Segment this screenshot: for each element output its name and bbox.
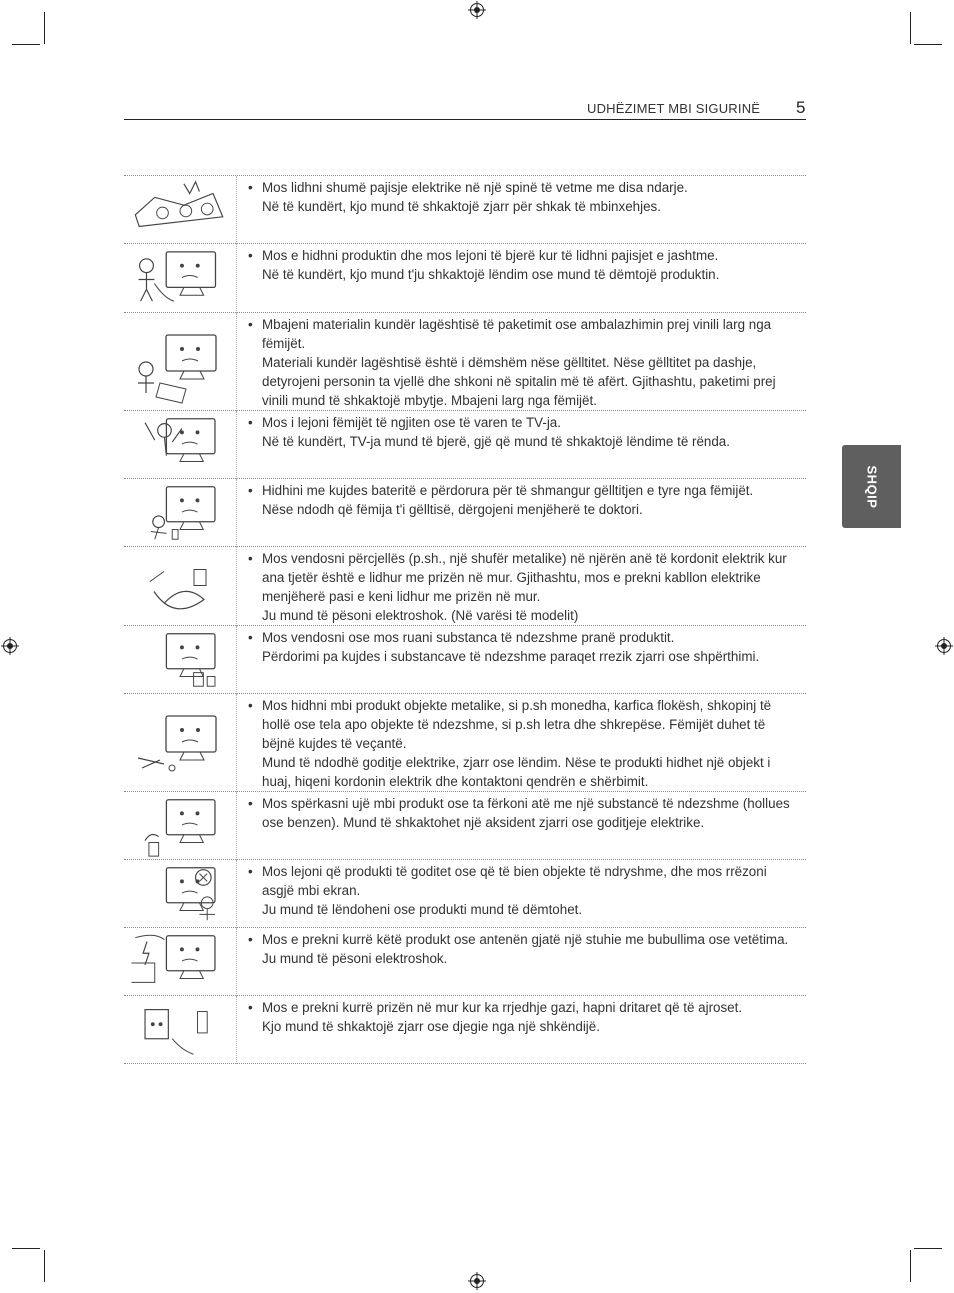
bullet: • xyxy=(248,483,253,498)
safety-instruction xyxy=(248,178,793,216)
overloaded-outlet-icon xyxy=(124,176,236,244)
safety-instruction xyxy=(248,794,793,832)
flammable-substance-icon xyxy=(124,626,236,694)
table-bottom-rule xyxy=(124,1063,806,1064)
crop-mark xyxy=(12,44,40,45)
safety-row xyxy=(124,693,806,792)
instruction-text: Mos e prekni kurrë këtë produkt ose antenën gjatë një stuhie me bubullima ose vetëtima. Ju mund të pësoni elektroshok. xyxy=(262,932,789,966)
water-spray-icon xyxy=(124,792,236,860)
crop-mark xyxy=(914,44,942,45)
safety-row xyxy=(124,927,806,996)
metal-objects-icon xyxy=(124,694,236,792)
registration-mark-icon xyxy=(468,1272,486,1290)
safety-instruction xyxy=(248,246,793,284)
column-divider xyxy=(236,996,237,1064)
bullet: • xyxy=(248,932,253,947)
language-tab-label: SHQIP xyxy=(864,465,879,508)
header-rule xyxy=(124,119,806,120)
safety-instruction xyxy=(248,413,793,451)
safety-row xyxy=(124,478,806,547)
child-batteries-icon xyxy=(124,479,236,547)
safety-row xyxy=(124,859,806,928)
safety-instruction xyxy=(248,998,793,1036)
bullet: • xyxy=(248,415,253,430)
column-divider xyxy=(236,411,237,479)
column-divider xyxy=(236,313,237,411)
column-divider xyxy=(236,928,237,996)
instruction-text: Mos lidhni shumë pajisje elektrike në një spinë të vetme me disa ndarje. Në të kundërt, kjo mund të shkaktojë zjarr për shkak të mbinxehjes. xyxy=(262,180,688,214)
child-pulling-cable-icon xyxy=(124,244,236,313)
power-cord-metal-icon xyxy=(124,547,236,626)
bullet: • xyxy=(248,1000,253,1015)
bullet: • xyxy=(248,796,253,811)
safety-row xyxy=(124,625,806,694)
bullet: • xyxy=(248,180,253,195)
child-climbing-tv-icon xyxy=(124,411,236,479)
safety-row xyxy=(124,312,806,411)
crop-mark xyxy=(44,1250,45,1282)
bullet: • xyxy=(248,317,253,332)
crop-mark xyxy=(44,12,45,44)
bullet: • xyxy=(248,698,253,713)
registration-mark-icon xyxy=(1,637,19,655)
section-title: UDHËZIMET MBI SIGURINË xyxy=(587,101,761,116)
safety-row xyxy=(124,410,806,479)
bullet: • xyxy=(248,864,253,879)
safety-instruction xyxy=(248,696,793,791)
instruction-text: Mos vendosni përcjellës (p.sh., një shufër metalike) në njërën anë të kordonit elektrik kur ana tjetër është e lidhur me prizën në mur. Gjithashtu, mos e prekni kabllon elektrike menjëherë pasi e keni lidhur me prizën në mur. Ju mund të pësoni elektroshok. (Në varësi të modelit) xyxy=(262,551,787,623)
column-divider xyxy=(236,792,237,860)
instruction-text: Mos spërkasni ujë mbi produkt ose ta fërkoni atë me një substancë të ndezshme (hollues ose benzen). Mund të shkaktohet një aksident zjarri ose goditjeje elektrike. xyxy=(262,796,790,830)
column-divider xyxy=(236,244,237,313)
safety-row xyxy=(124,243,806,313)
bullet: • xyxy=(248,551,253,566)
lightning-storm-icon xyxy=(124,928,236,996)
registration-mark-icon xyxy=(468,1,486,19)
column-divider xyxy=(236,694,237,792)
column-divider xyxy=(236,176,237,244)
safety-instruction xyxy=(248,930,793,968)
column-divider xyxy=(236,479,237,547)
registration-mark-icon xyxy=(935,637,953,655)
bullet: • xyxy=(248,248,253,263)
page-number: 5 xyxy=(796,98,806,117)
crop-mark xyxy=(12,1248,40,1249)
crop-mark xyxy=(910,1250,911,1282)
instruction-text: Mos hidhni mbi produkt objekte metalike, si p.sh monedha, karfica flokësh, shkopinj të hollë ose tela apo objekte të ndezshme, si p.sh letra dhe shkrepëse. Fëmijët duhet të bëjnë kujdes të veçantë. Mund të ndodhë goditje elektrike, zjarr ose lëndim. Nëse te produkti hidhet një objekt i huaj, hiqeni kordonin elektrik dhe kontaktoni qendrën e shërbimit. xyxy=(262,698,772,789)
column-divider xyxy=(236,860,237,928)
safety-row xyxy=(124,175,806,244)
safety-instruction xyxy=(248,862,793,919)
language-tab xyxy=(842,445,901,528)
crop-mark xyxy=(910,12,911,44)
child-plastic-bag-icon xyxy=(124,313,236,411)
column-divider xyxy=(236,626,237,694)
safety-instruction xyxy=(248,481,793,519)
safety-row xyxy=(124,791,806,860)
safety-instruction xyxy=(248,315,793,410)
instruction-text: Hidhini me kujdes bateritë e përdorura për të shmangur gëlltitjen e tyre nga fëmijët. Nëse ndodh që fëmija t'i gëlltisë, dërgojeni menjëherë te doktori. xyxy=(262,483,754,517)
instruction-text: Mos lejoni që produkti të goditet ose që të bien objekte të ndryshme, dhe mos rrëzoni asgjë mbi ekran. Ju mund të lëndoheni ose produkti mund të dëmtohet. xyxy=(262,864,767,917)
ball-hitting-tv-icon xyxy=(124,860,236,928)
gas-leak-outlet-icon xyxy=(124,996,236,1064)
safety-instruction xyxy=(248,628,793,666)
safety-instruction xyxy=(248,549,793,625)
instruction-text: Mbajeni materialin kundër lagështisë të paketimit ose ambalazhimin prej vinili larg nga fëmijët. Materiali kundër lagështisë është i dëmshëm nëse gëlltitet. Nëse gëlltitet pa dashje, detyrojeni personin ta vjellë dhe shkoni në spitalin më të afërt. Gjithashtu, paketimi prej vinili mund të shkaktojë mbytje. Mbajeni larg nga fëmijët. xyxy=(262,317,776,408)
instruction-text: Mos e hidhni produktin dhe mos lejoni të bjerë kur të lidhni pajisjet e jashtme. Në të kundërt, kjo mund t'ju shkaktojë lëndim ose mund të dëmtojë produktin. xyxy=(262,248,720,282)
instruction-text: Mos vendosni ose mos ruani substanca të ndezshme pranë produktit. Përdorimi pa kujdes i substancave të ndezshme paraqet rrezik zjarri ose shpërthimi. xyxy=(262,630,760,664)
column-divider xyxy=(236,547,237,626)
crop-mark xyxy=(914,1248,942,1249)
instruction-text: Mos e prekni kurrë prizën në mur kur ka rrjedhje gazi, hapni dritaret që të ajroset. Kjo mund të shkaktojë zjarr ose djegie nga një shkëndijë. xyxy=(262,1000,743,1034)
safety-row xyxy=(124,995,806,1064)
instruction-text: Mos i lejoni fëmijët të ngjiten ose të varen te TV-ja. Në të kundërt, TV-ja mund të bjerë, gjë që mund të shkaktojë lëndime të rënda. xyxy=(262,415,730,449)
safety-row xyxy=(124,546,806,626)
bullet: • xyxy=(248,630,253,645)
